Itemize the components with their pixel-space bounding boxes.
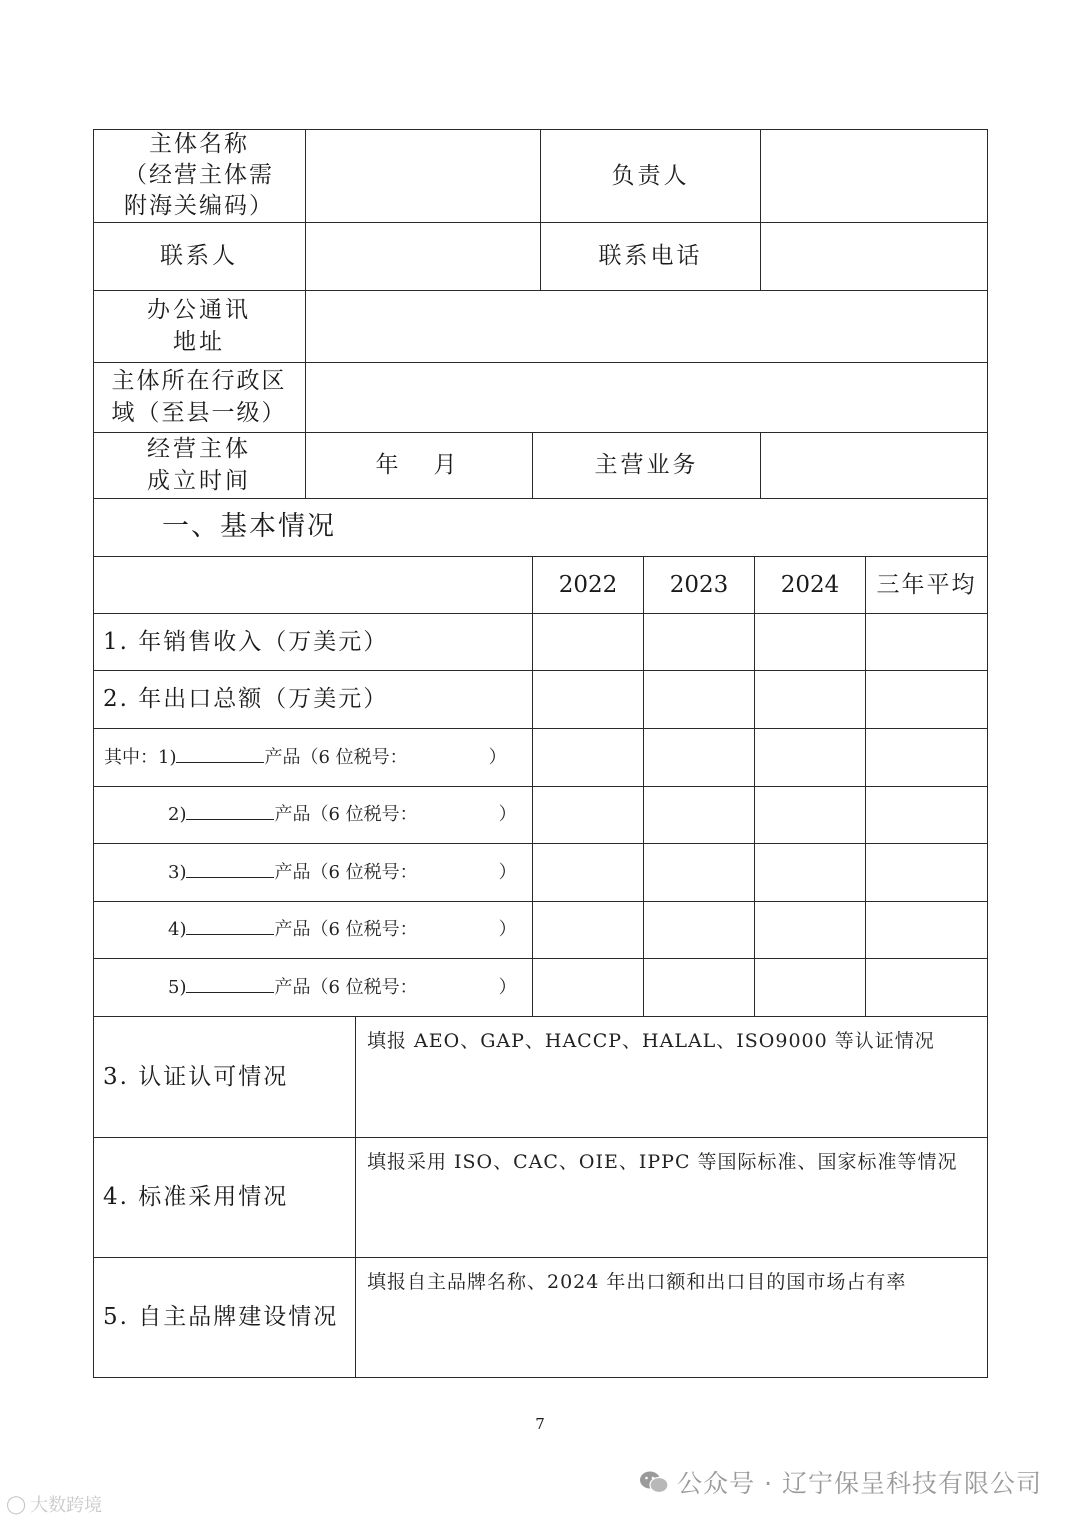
product-name-blank[interactable] — [186, 863, 274, 878]
section-title: 一、基本情况 — [162, 511, 336, 542]
entity-name-label: 主体名称 （经营主体需 附海关编码） — [124, 131, 274, 219]
product-row-5: 5) 产品（6 位税号： ） — [168, 977, 517, 998]
established-label: 经营主体 成立时间 — [147, 436, 251, 494]
brand-label: 5. 自主品牌建设情况 — [103, 1304, 339, 1330]
export-total-label: 2. 年出口总额（万美元） — [103, 686, 389, 712]
contact-label: 联系人 — [160, 243, 238, 269]
year-header-average: 三年平均 — [876, 571, 977, 598]
standards-label: 4. 标准采用情况 — [103, 1184, 289, 1210]
contact-phone-label: 联系电话 — [598, 243, 703, 269]
person-in-charge-field[interactable] — [761, 129, 987, 222]
page-number: 7 — [535, 1415, 545, 1433]
main-business-label: 主营业务 — [594, 452, 699, 478]
product-row-1: 其中：1) 产品（6 位税号： ） — [104, 747, 507, 768]
certification-label: 3. 认证认可情况 — [103, 1063, 289, 1090]
office-address-field[interactable] — [306, 290, 987, 362]
product-row-4: 4) 产品（6 位税号： ） — [168, 919, 517, 940]
product-name-blank[interactable] — [176, 748, 264, 763]
admin-region-label: 主体所在行政区 域（至县一级） — [111, 368, 287, 426]
year-header-2024: 2024 — [780, 571, 840, 598]
watermark-left: ◯ 大数跨境 — [6, 1493, 103, 1516]
year-header-2022: 2022 — [558, 571, 618, 598]
wechat-icon — [639, 1469, 669, 1495]
admin-region-field[interactable] — [306, 362, 987, 432]
contact-field[interactable] — [306, 222, 540, 290]
main-business-field[interactable] — [761, 432, 987, 498]
product-row-3: 3) 产品（6 位税号： ） — [168, 862, 517, 883]
watermark-right: 公众号 · 辽宁保呈科技有限公司 — [639, 1464, 1042, 1500]
product-name-blank[interactable] — [186, 805, 274, 820]
contact-phone-field[interactable] — [761, 222, 987, 290]
standards-hint: 填报采用 ISO、CAC、OIE、IPPC 等国际标准、国家标准等情况 — [367, 1151, 958, 1173]
sales-revenue-label: 1. 年销售收入（万美元） — [103, 628, 389, 655]
established-field[interactable]: 年 月 — [375, 452, 463, 478]
brand-hint: 填报自主品牌名称、2024 年出口额和出口目的国市场占有率 — [367, 1271, 907, 1293]
product-name-blank[interactable] — [186, 920, 274, 935]
year-header-2023: 2023 — [669, 571, 729, 598]
entity-name-field[interactable] — [306, 129, 540, 222]
product-name-blank[interactable] — [186, 978, 274, 993]
chat-bubble-icon: ◯ — [6, 1493, 27, 1515]
office-address-label: 办公通讯 地址 — [147, 297, 251, 355]
certification-hint: 填报 AEO、GAP、HACCP、HALAL、ISO9000 等认证情况 — [367, 1030, 935, 1052]
person-in-charge-label: 负责人 — [611, 162, 690, 189]
product-row-2: 2) 产品（6 位税号： ） — [168, 804, 517, 825]
